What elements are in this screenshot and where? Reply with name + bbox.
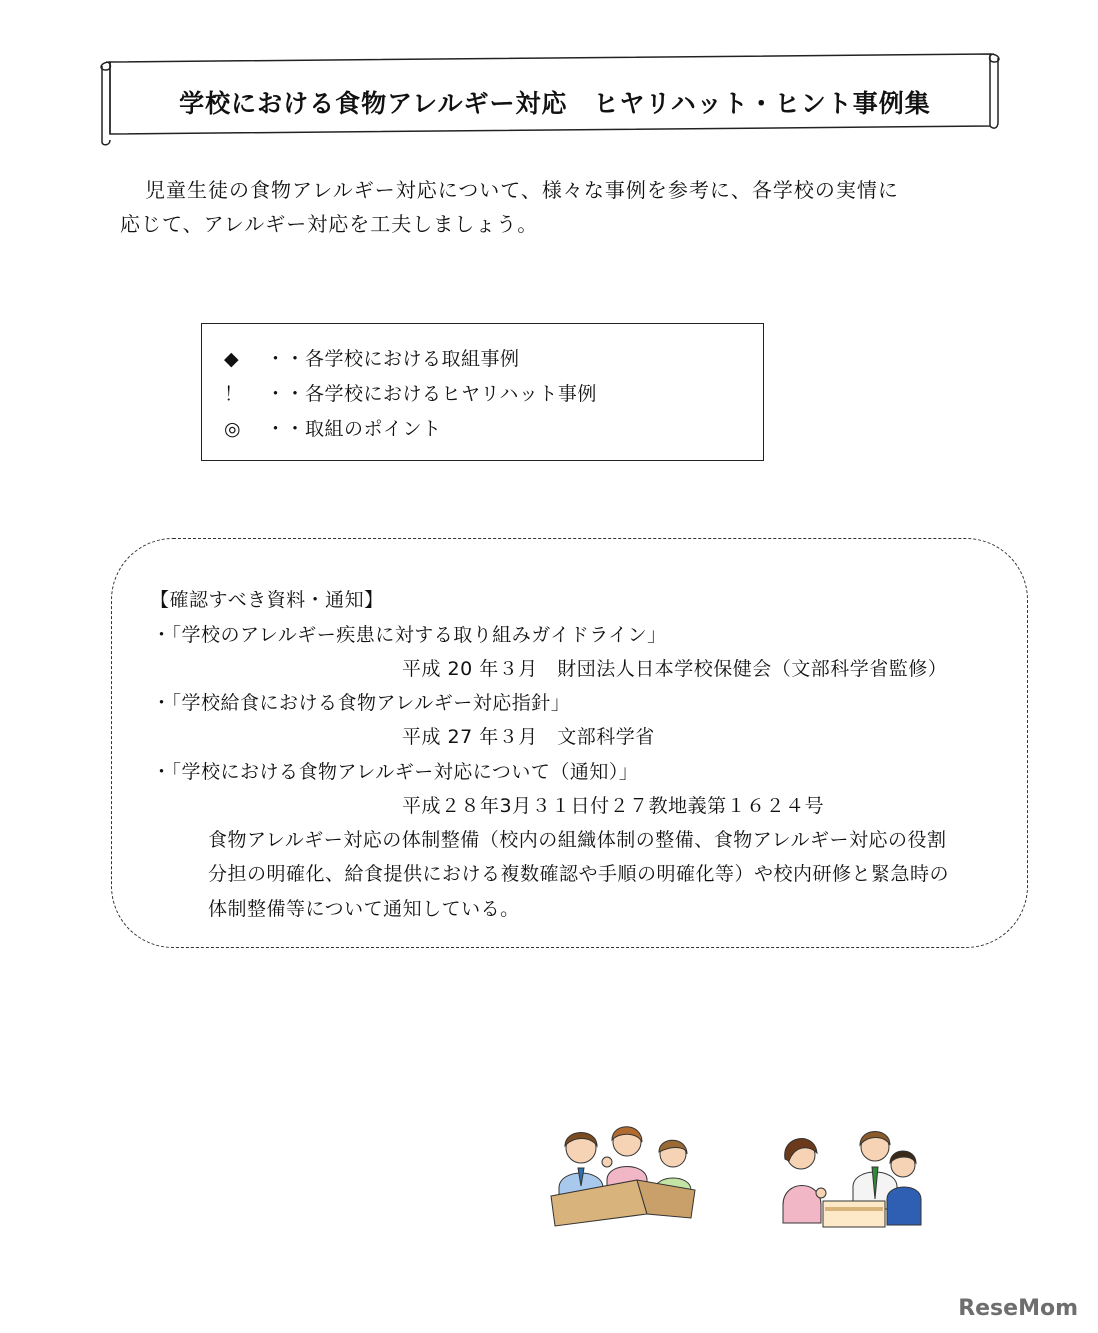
legend-item xyxy=(224,379,597,406)
intro-line-2: 応じて、アレルギー対応を工夫しましょう。 xyxy=(120,212,539,236)
notice-description-line: 食物アレルギー対応の体制整備（校内の組織体制の整備、食物アレルギー対応の役割 xyxy=(208,829,947,851)
diamond-icon: ◆ xyxy=(224,348,239,370)
reference-publisher: 平成２８年3月３１日付２７教地義第１６２４号 xyxy=(402,795,825,817)
legend-item xyxy=(224,344,520,371)
notice-description-line: 体制整備等について通知している。 xyxy=(208,898,520,920)
legend-item-text: ・・各学校におけるヒヤリハット事例 xyxy=(266,383,597,405)
bullseye-icon: ◎ xyxy=(224,418,241,440)
page-title: 学校における食物アレルギー対応 ヒヤリハット・ヒント事例集 xyxy=(179,89,931,118)
reference-title: ・「学校のアレルギー疾患に対する取り組みガイドライン」 xyxy=(152,624,667,646)
reference-publisher: 平成 27 年３月 文部科学省 xyxy=(402,726,655,748)
notice-description-line: 分担の明確化、給食提供における複数確認や手順の明確化等）や校内研修と緊急時の xyxy=(208,863,950,885)
resemom-logo: ReseMom xyxy=(958,1296,1078,1321)
reference-title: ・「学校における食物アレルギー対応について（通知）」 xyxy=(152,761,639,783)
legend-item-text: ・・各学校における取組事例 xyxy=(266,348,520,370)
intro-line-1: 児童生徒の食物アレルギー対応について、様々な事例を参考に、各学校の実情に xyxy=(145,178,899,202)
consultation-illustration xyxy=(775,1125,930,1235)
legend-item xyxy=(224,414,442,441)
legend-box xyxy=(201,323,764,461)
legend-item-text: ・・取組のポイント xyxy=(266,418,442,440)
reference-publisher: 平成 20 年３月 財団法人日本学校保健会（文部科学省監修） xyxy=(402,658,948,680)
reference-title: ・「学校給食における食物アレルギー対応指針」 xyxy=(152,692,571,714)
notice-heading: 【確認すべき資料・通知】 xyxy=(150,589,384,611)
exclamation-icon: ！ xyxy=(224,383,244,405)
meeting-illustration xyxy=(545,1118,705,1233)
